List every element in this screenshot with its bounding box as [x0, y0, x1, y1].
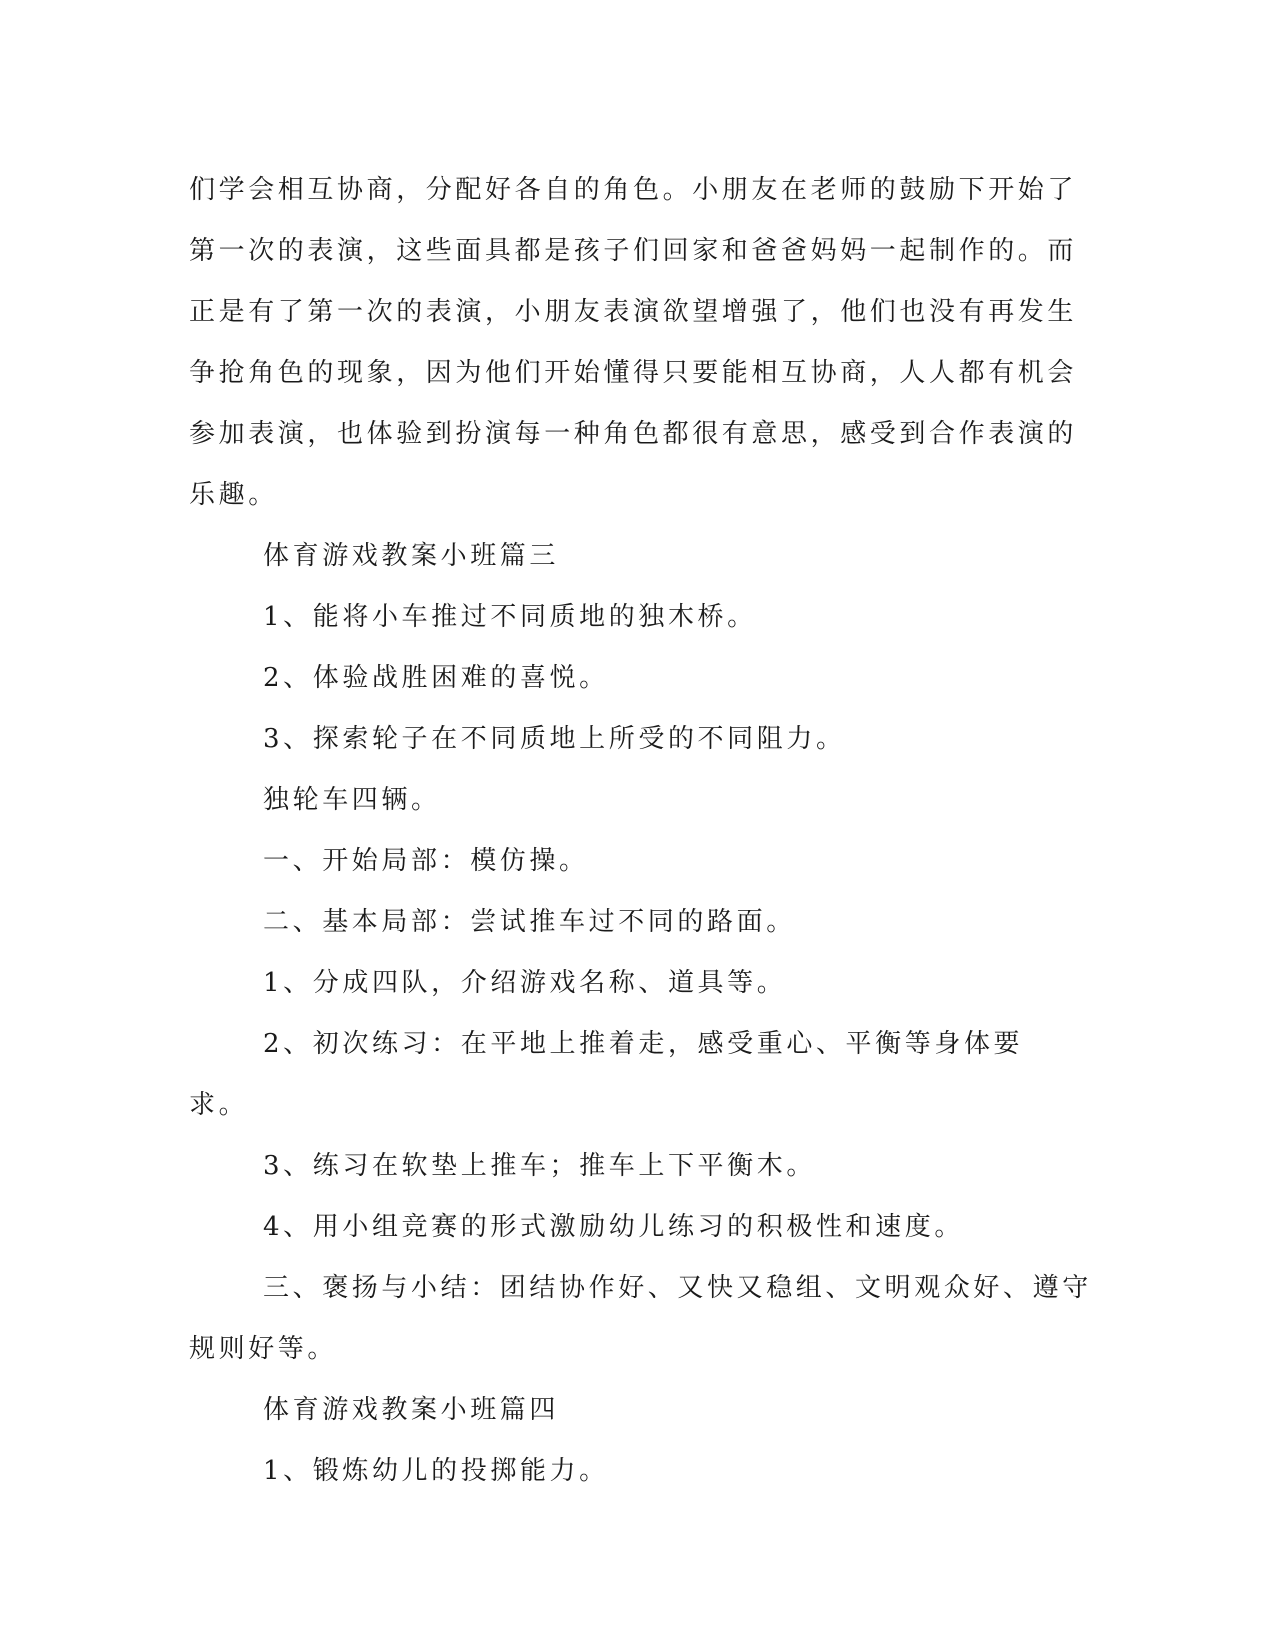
paragraph-line: 规则好等。	[189, 1334, 338, 1364]
goal-item: 3、探索轮子在不同质地上所受的不同阻力。	[263, 724, 846, 754]
step-item: 4、用小组竞赛的形式激励幼儿练习的积极性和速度。	[263, 1212, 964, 1242]
section-4-title: 体育游戏教案小班篇四	[263, 1395, 560, 1425]
part-heading: 一、开始局部：模仿操。	[263, 846, 589, 876]
part-heading: 二、基本局部：尝试推车过不同的路面。	[263, 907, 796, 937]
paragraph-line: 第一次的表演，这些面具都是孩子们回家和爸爸妈妈一起制作的。而	[189, 236, 1078, 266]
goal-item: 2、体验战胜困难的喜悦。	[263, 663, 609, 693]
paragraph-line: 们学会相互协商，分配好各自的角色。小朋友在老师的鼓励下开始了	[189, 175, 1078, 205]
document-body	[189, 160, 1092, 1502]
part-3-paragraph	[189, 1258, 1092, 1380]
materials-text: 独轮车四辆。	[263, 785, 441, 815]
paragraph-line: 参加表演，也体验到扮演每一种角色都很有意思，感受到合作表演的	[189, 419, 1078, 449]
opening-paragraph	[189, 160, 1079, 526]
step-item: 3、练习在软垫上推车；推车上下平衡木。	[263, 1151, 816, 1181]
step-item: 2、初次练习：在平地上推着走，感受重心、平衡等身体要求。	[189, 1029, 1024, 1120]
paragraph-line: 三、褒扬与小结：团结协作好、又快又稳组、文明观众好、遵守	[263, 1273, 1092, 1303]
paragraph-line: 乐趣。	[189, 480, 278, 510]
step-item: 1、分成四队，介绍游戏名称、道具等。	[263, 968, 787, 998]
goal-item: 1、锻炼幼儿的投掷能力。	[263, 1456, 609, 1486]
goal-item: 1、能将小车推过不同质地的独木桥。	[263, 602, 757, 632]
paragraph-line: 争抢角色的现象，因为他们开始懂得只要能相互协商，人人都有机会	[189, 358, 1078, 388]
section-3-title: 体育游戏教案小班篇三	[263, 541, 560, 571]
paragraph-line: 正是有了第一次的表演，小朋友表演欲望增强了，他们也没有再发生	[189, 297, 1078, 327]
